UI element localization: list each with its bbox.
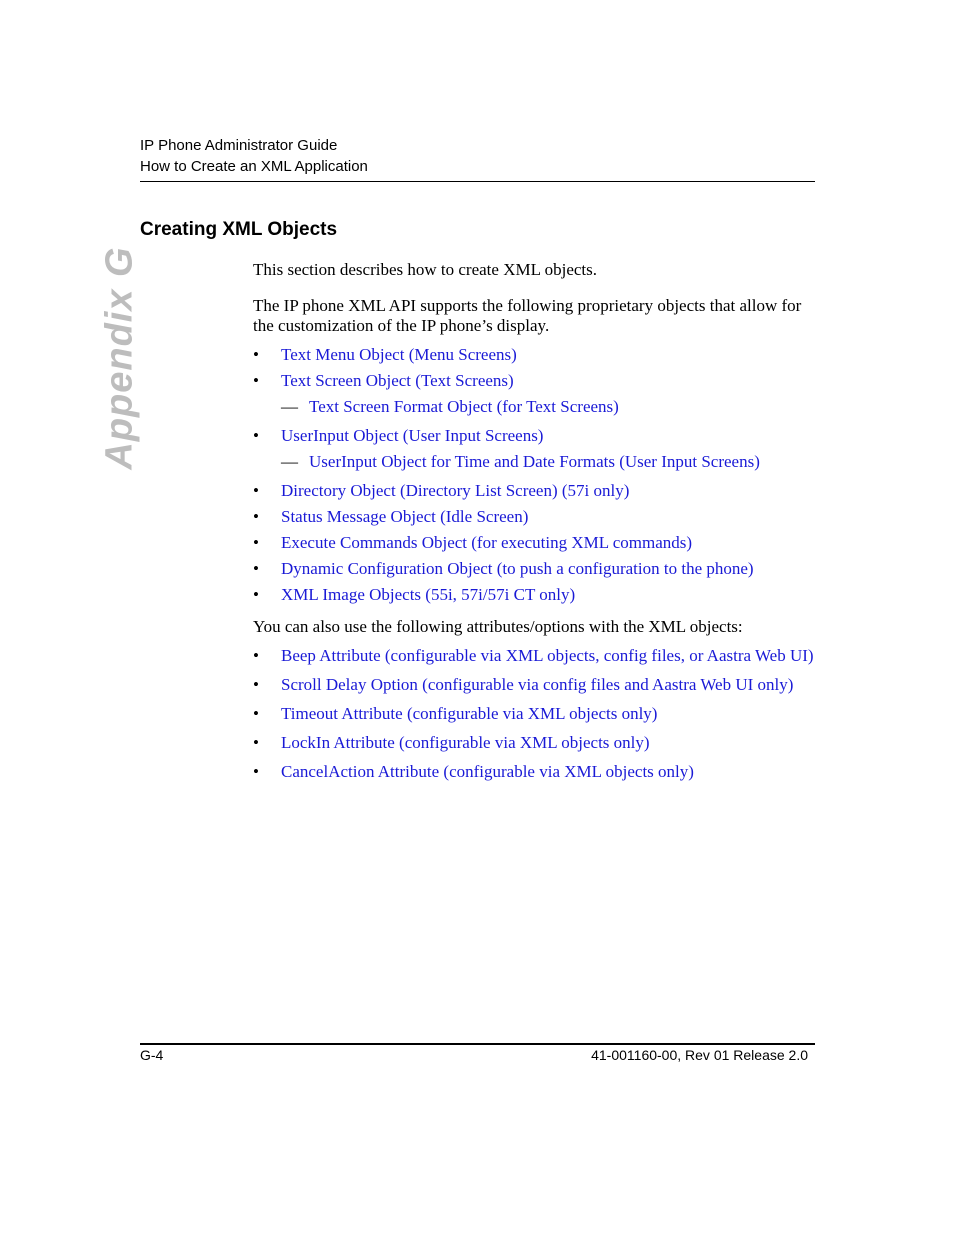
list-item (253, 733, 815, 753)
link-lockin-attribute[interactable]: LockIn Attribute (configurable via XML objects only) (281, 733, 650, 752)
bullet-marker: • (253, 646, 259, 665)
list-item (253, 704, 815, 724)
link-text-screen-object[interactable]: Text Screen Object (Text Screens) (281, 371, 514, 390)
list-item (253, 585, 815, 605)
list-item (253, 559, 815, 579)
body-text (253, 260, 815, 791)
appendix-side-tab (98, 245, 141, 470)
link-text-menu-object[interactable]: Text Menu Object (Menu Screens) (281, 345, 517, 364)
footer-page-number: G-4 (140, 1047, 164, 1063)
list-subitem (253, 452, 815, 472)
link-timeout-attribute[interactable]: Timeout Attribute (configurable via XML objects only) (281, 704, 658, 723)
header-rule (140, 181, 815, 182)
dash-marker: — (281, 397, 298, 416)
link-directory-object[interactable]: Directory Object (Directory List Screen) (57i only) (281, 481, 630, 500)
list-item (253, 345, 815, 365)
bullet-marker: • (253, 585, 259, 604)
list-item (253, 646, 815, 666)
appendix-side-tab-label: Appendix G (98, 245, 141, 470)
list-subitem (253, 397, 815, 417)
bullet-marker: • (253, 481, 259, 500)
link-text-screen-format-object[interactable]: Text Screen Format Object (for Text Screens) (309, 397, 619, 416)
list-item (253, 762, 815, 782)
bullet-marker: • (253, 559, 259, 578)
link-execute-commands-object[interactable]: Execute Commands Object (for executing XML commands) (281, 533, 693, 552)
list-item (253, 533, 815, 553)
objects-list (253, 345, 815, 605)
bullet-marker: • (253, 762, 259, 781)
list-item (253, 371, 815, 391)
link-beep-attribute[interactable]: Beep Attribute (configurable via XML objects, config files, or Aastra Web UI) (281, 646, 814, 665)
header-chapter-title: How to Create an XML Application (140, 158, 368, 175)
bullet-marker: • (253, 507, 259, 526)
link-cancelaction-attribute[interactable]: CancelAction Attribute (configurable via XML objects only) (281, 762, 694, 781)
intro-paragraph: This section describes how to create XML objects. (253, 260, 597, 279)
attributes-list (253, 646, 815, 782)
list-item (253, 507, 815, 527)
link-dynamic-configuration-object[interactable]: Dynamic Configuration Object (to push a configuration to the phone) (281, 559, 754, 578)
dash-marker: — (281, 452, 298, 471)
link-status-message-object[interactable]: Status Message Object (Idle Screen) (281, 507, 529, 526)
bullet-marker: • (253, 675, 259, 694)
api-paragraph: The IP phone XML API supports the following proprietary objects that allow for the customization of the IP phone’s display. (253, 296, 802, 335)
header-guide-title: IP Phone Administrator Guide (140, 137, 338, 154)
bullet-marker: • (253, 533, 259, 552)
list-item (253, 675, 815, 695)
link-userinput-object[interactable]: UserInput Object (User Input Screens) (281, 426, 544, 445)
bullet-marker: • (253, 704, 259, 723)
list-item (253, 481, 815, 501)
attributes-intro-paragraph: You can also use the following attributes/options with the XML objects: (253, 617, 743, 636)
bullet-marker: • (253, 733, 259, 752)
link-xml-image-objects[interactable]: XML Image Objects (55i, 57i/57i CT only) (281, 585, 576, 604)
list-item (253, 426, 815, 446)
link-scroll-delay-option[interactable]: Scroll Delay Option (configurable via config files and Aastra Web UI only) (281, 675, 794, 694)
footer-document-id: 41-001160-00, Rev 01 Release 2.0 (591, 1047, 808, 1063)
bullet-marker: • (253, 426, 259, 445)
running-header (140, 135, 368, 177)
section-title: Creating XML Objects (140, 219, 338, 240)
bullet-marker: • (253, 371, 259, 390)
bullet-marker: • (253, 345, 259, 364)
link-userinput-time-date-object[interactable]: UserInput Object for Time and Date Formats (User Input Screens) (309, 452, 760, 471)
footer-rule (140, 1043, 815, 1045)
